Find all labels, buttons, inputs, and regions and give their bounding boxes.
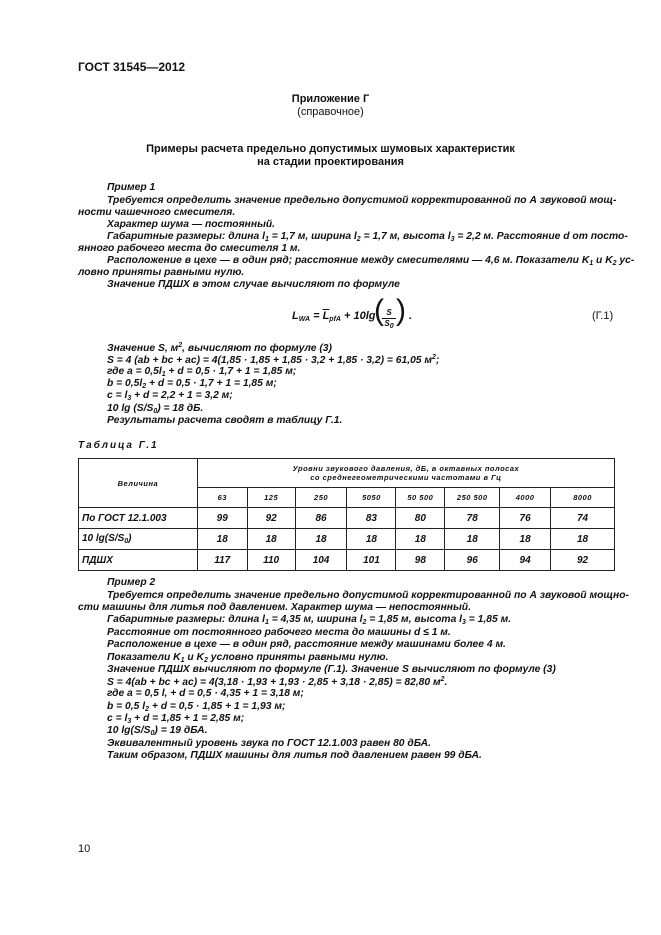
table-header-freq: 4000 — [500, 488, 551, 508]
example-2-c-equation: $c = l_3 + d = 1,85 + 1 = 2,85$ м; — [107, 713, 245, 725]
table-cell: 18 — [197, 529, 247, 550]
table-cell: 99 — [197, 508, 247, 529]
table-cell: 101 — [347, 550, 396, 571]
table-header-freq: 125 — [247, 488, 295, 508]
table-header-freq: 5050 — [347, 488, 396, 508]
example-1-results: Результаты расчета сводят в таблицу Г.1. — [107, 415, 343, 426]
table-row-label: По ГОСТ 12.1.003 — [79, 508, 198, 529]
table-cell: 110 — [247, 550, 295, 571]
example-1-b-equation: $b = 0,5l_2 + d = 0,5 \cdot 1,7 + 1 = 1,85$ м; — [107, 378, 277, 390]
table-cell: 83 — [347, 508, 396, 529]
table-cell: 76 — [500, 508, 551, 529]
example-2-a-equation: где a = 0,5 l, + d = 0,5 · 4,35 + 1 = 3,18 м; — [107, 688, 304, 699]
section-title-line-1: Примеры расчета предельно допустимых шумовых характеристик — [146, 143, 515, 155]
example-2-paragraph: Требуется определить значение предельно допустимой корректированной по А звуковой мощно- — [107, 590, 629, 601]
table-cell: 104 — [295, 550, 347, 571]
table-cell: 117 — [197, 550, 247, 571]
table-cell: 80 — [396, 508, 445, 529]
table-header-freq: 50 500 — [396, 488, 445, 508]
example-2-location: Расположение в цехе — в один ряд, расстояние между машинами более 4 м. — [107, 639, 506, 650]
example-1-formula-intro: Значение ПДШХ в этом случае вычисляют по формуле — [107, 279, 400, 290]
formula-number: (Г.1) — [592, 310, 614, 322]
section-title-line-2: на стадии проектирования — [257, 156, 404, 168]
table-row-label: 10 $\lg(S/S_0)$ — [79, 529, 198, 550]
example-2-coefficients: Показатели $K_1$ и $K_2$ условно приняты равными нулю. — [107, 652, 389, 664]
table-cell: 18 — [295, 529, 347, 550]
table-row — [79, 529, 615, 550]
example-1-paragraph-cont: ности чашечного смесителя. — [78, 207, 236, 218]
table-row — [79, 508, 615, 529]
table-cell: 78 — [445, 508, 500, 529]
table-cell: 92 — [551, 550, 615, 571]
example-1-dimensions-cont: янного рабочего места до смесителя 1 м. — [78, 243, 301, 254]
example-1-paragraph: Требуется определить значение предельно допустимой корректированной по А звуковой мощ- — [107, 195, 617, 206]
example-1-location: Расположение в цехе — в один ряд; расстояние между смесителями — 4,6 м. Показатели $K_1$ и $K_2$ ус- — [107, 255, 635, 267]
table-g1 — [78, 458, 615, 571]
example-2-distance: Расстояние от постоянного рабочего места до машины d ≤ 1 м. — [107, 627, 451, 638]
example-1-c-equation: $c = l_3 + d = 2,2 + 1 = 3,2$ м; — [107, 390, 233, 402]
table-cell: 94 — [500, 550, 551, 571]
table-cell: 98 — [396, 550, 445, 571]
table-header-freq: 250 500 — [445, 488, 500, 508]
example-2-paragraph-cont: сти машины для литья под давлением. Характер шума — непостоянный. — [78, 602, 471, 613]
example-1-noise-type: Характер шума — постоянный. — [107, 219, 276, 230]
table-row-label: ПДШХ — [79, 550, 198, 571]
table-cell: 96 — [445, 550, 500, 571]
example-1-a-equation: где $a = 0,5l_1 + d = 0,5 \cdot 1,7 + 1 = 1,85$ м; — [107, 366, 297, 378]
example-2-lg-value: 10 $\lg(S/S_0) = 19$ дБА. — [107, 725, 208, 737]
table-cell: 18 — [347, 529, 396, 550]
table-header-freq: 63 — [197, 488, 247, 508]
appendix-title: Приложение Г — [291, 93, 370, 105]
table-cell: 18 — [247, 529, 295, 550]
example-1-title: Пример 1 — [107, 182, 156, 193]
example-2-title: Пример 2 — [107, 577, 156, 588]
table-header-freq: 250 — [295, 488, 347, 508]
table-row — [79, 550, 615, 571]
table-header-quantity: Величина — [79, 459, 198, 508]
table-cell: 18 — [551, 529, 615, 550]
table-header-group: Уровни звукового давления, дБ, в октавных полосах со среднегеометрическими частотами в Гц — [197, 459, 614, 488]
example-1-s-equation: S = 4 (ab + bc + ac) = 4(1,85 · 1,85 + 1,85 · 3,2 + 1,85 · 3,2) = 61,05 $м^2$; — [107, 354, 440, 366]
table-cell: 18 — [445, 529, 500, 550]
example-1-s-intro: Значение S, $м^2$, вычисляют по формуле (3) — [107, 342, 332, 354]
example-2-b-equation: b = 0,5 $l_2 + d = 0,5 \cdot 1,85 + 1 = 1,93$ м; — [107, 701, 286, 713]
table-cell: 18 — [396, 529, 445, 550]
page-number: 10 — [78, 843, 91, 855]
example-1-lg-value: 10 $\lg (S/S_0) = 18$ дБ. — [107, 403, 204, 415]
table-cell: 74 — [551, 508, 615, 529]
table-cell: 92 — [247, 508, 295, 529]
table-header-freq: 8000 — [551, 488, 615, 508]
example-2-s-equation: S = 4(ab + bc + ac) = 4(3,18 · 1,93 + 1,93 · 2,85 + 3,18 · 2,85) = 82,80 $м^2$. — [107, 676, 448, 688]
example-1-dimensions: Габаритные размеры: длина $l_1 = 1,7$ м, ширина $l_2 = 1,7$ м, высота $l_3 = 2,2$ м. Расстояние d от посто- — [107, 231, 628, 243]
example-2-conclusion: Таким образом, ПДШХ машины для литья под давлением равен 99 дБА. — [107, 750, 482, 761]
table-caption: Таблица Г.1 — [78, 440, 159, 451]
document-header: ГОСТ 31545—2012 — [78, 60, 186, 74]
appendix-subtitle: (справочное) — [297, 106, 364, 118]
example-1-location-cont: ловно приняты равными нулю. — [78, 267, 245, 278]
example-2-equivalent-level: Эквивалентный уровень звука по ГОСТ 12.1.003 равен 80 дБА. — [107, 738, 431, 749]
example-2-calc: Значение ПДШХ вычисляют по формуле (Г.1). Значение S вычисляют по формуле (3) — [107, 664, 556, 675]
table-cell: 86 — [295, 508, 347, 529]
table-cell: 18 — [500, 529, 551, 550]
example-2-dimensions: Габаритные размеры: длина $l_1 = 4,35$ м, ширина $l_2 = 1,85$ м, высота $l_3 = 1,85$ м. — [107, 614, 512, 626]
